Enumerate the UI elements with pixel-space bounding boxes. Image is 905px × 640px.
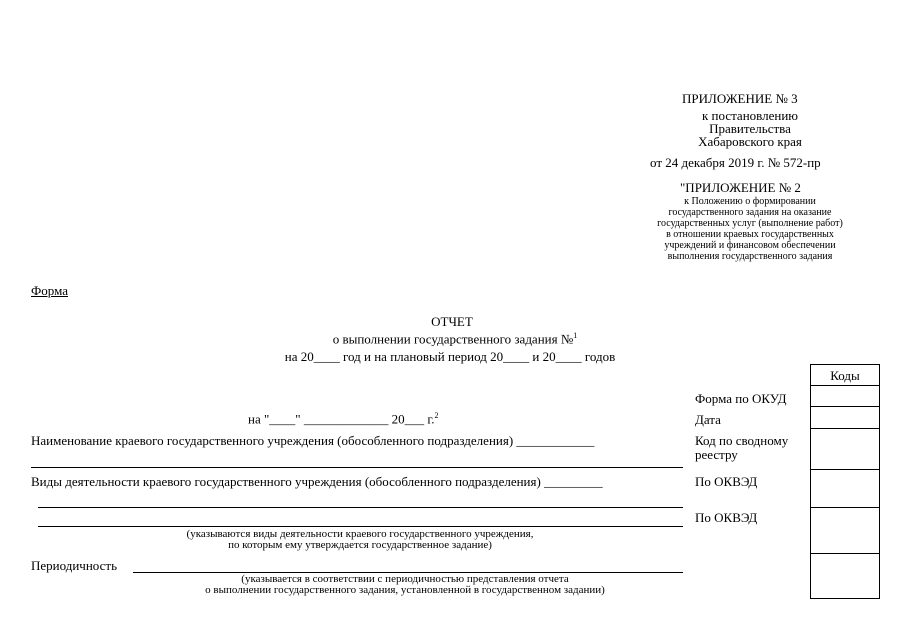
form-label: Форма xyxy=(31,283,68,298)
institution-name-line xyxy=(31,467,683,468)
appendix-lines xyxy=(660,109,840,148)
sub-appendix-line: государственного задания на оказание xyxy=(668,207,832,218)
activity-hint-line: по которым ему утверждается государственное задание) xyxy=(228,539,492,551)
report-period: на 20____ год и на плановый период 20____ и 20____ годов xyxy=(284,349,616,364)
institution-name-field[interactable]: Наименование краевого государственного учреждения (обособленного подразделения) ____________ xyxy=(31,433,595,448)
report-subtitle xyxy=(250,331,660,347)
codes-label-okved-1: По ОКВЭД xyxy=(695,474,758,489)
codes-cell-okud[interactable] xyxy=(811,386,879,407)
report-date-text: на "____" _____________ 20___ г. xyxy=(248,411,435,427)
periodicity-label: Периодичность xyxy=(31,558,118,573)
report-subtitle-text: о выполнении государственного задания № xyxy=(332,331,574,347)
activity-types-line-2 xyxy=(38,526,683,527)
codes-label-okud: Форма по ОКУД xyxy=(695,391,787,406)
codes-label-date: Дата xyxy=(695,412,721,427)
footnote-1: 1 xyxy=(573,331,578,340)
sub-appendix-line: государственных услуг (выполнение работ) xyxy=(657,218,843,229)
codes-header: Коды xyxy=(811,365,879,386)
footnote-2: 2 xyxy=(434,411,439,420)
codes-label-registry: Код по сводному реестру xyxy=(695,433,789,462)
sub-appendix-line: к Положению о формировании xyxy=(684,196,816,207)
appendix-line: Хабаровского края xyxy=(698,134,802,149)
sub-appendix-title: "ПРИЛОЖЕНИЕ № 2 xyxy=(680,180,801,195)
sub-appendix-line: учреждений и финансовом обеспечении xyxy=(664,240,836,251)
periodicity-hint xyxy=(140,574,670,596)
codes-cell-periodicity[interactable] xyxy=(811,554,879,599)
codes-cell-okved-1[interactable] xyxy=(811,470,879,508)
activity-types-field[interactable]: Виды деятельности краевого государственного учреждения (обособленного подразделения) _________ xyxy=(31,474,603,489)
appendix-line: к постановлению xyxy=(701,108,799,123)
sub-appendix-line: выполнения государственного задания xyxy=(667,251,833,262)
activity-hint-line: (указываются виды деятельности краевого государственного учреждения, xyxy=(186,528,534,540)
activity-hint xyxy=(110,529,610,551)
appendix-title: ПРИЛОЖЕНИЕ № 3 xyxy=(682,91,798,106)
periodicity-hint-line: о выполнении государственного задания, установленной в государственном задании) xyxy=(205,584,605,596)
codes-label-okved-2: По ОКВЭД xyxy=(695,510,758,525)
sub-appendix-lines xyxy=(620,196,880,262)
sub-appendix-line: в отношении краевых государственных xyxy=(666,229,834,240)
appendix-date: от 24 декабря 2019 г. № 572-пр xyxy=(650,155,821,170)
codes-cell-registry[interactable] xyxy=(811,429,879,470)
codes-table xyxy=(810,364,880,599)
activity-types-line-1 xyxy=(38,507,683,508)
report-title: ОТЧЕТ xyxy=(431,314,473,329)
codes-cell-date[interactable] xyxy=(811,407,879,429)
periodicity-hint-line: (указывается в соответствии с периодичностью представления отчета xyxy=(241,573,569,585)
codes-cell-okved-2[interactable] xyxy=(811,508,879,554)
appendix-line: Правительства xyxy=(709,121,791,136)
report-date-line xyxy=(248,411,438,427)
